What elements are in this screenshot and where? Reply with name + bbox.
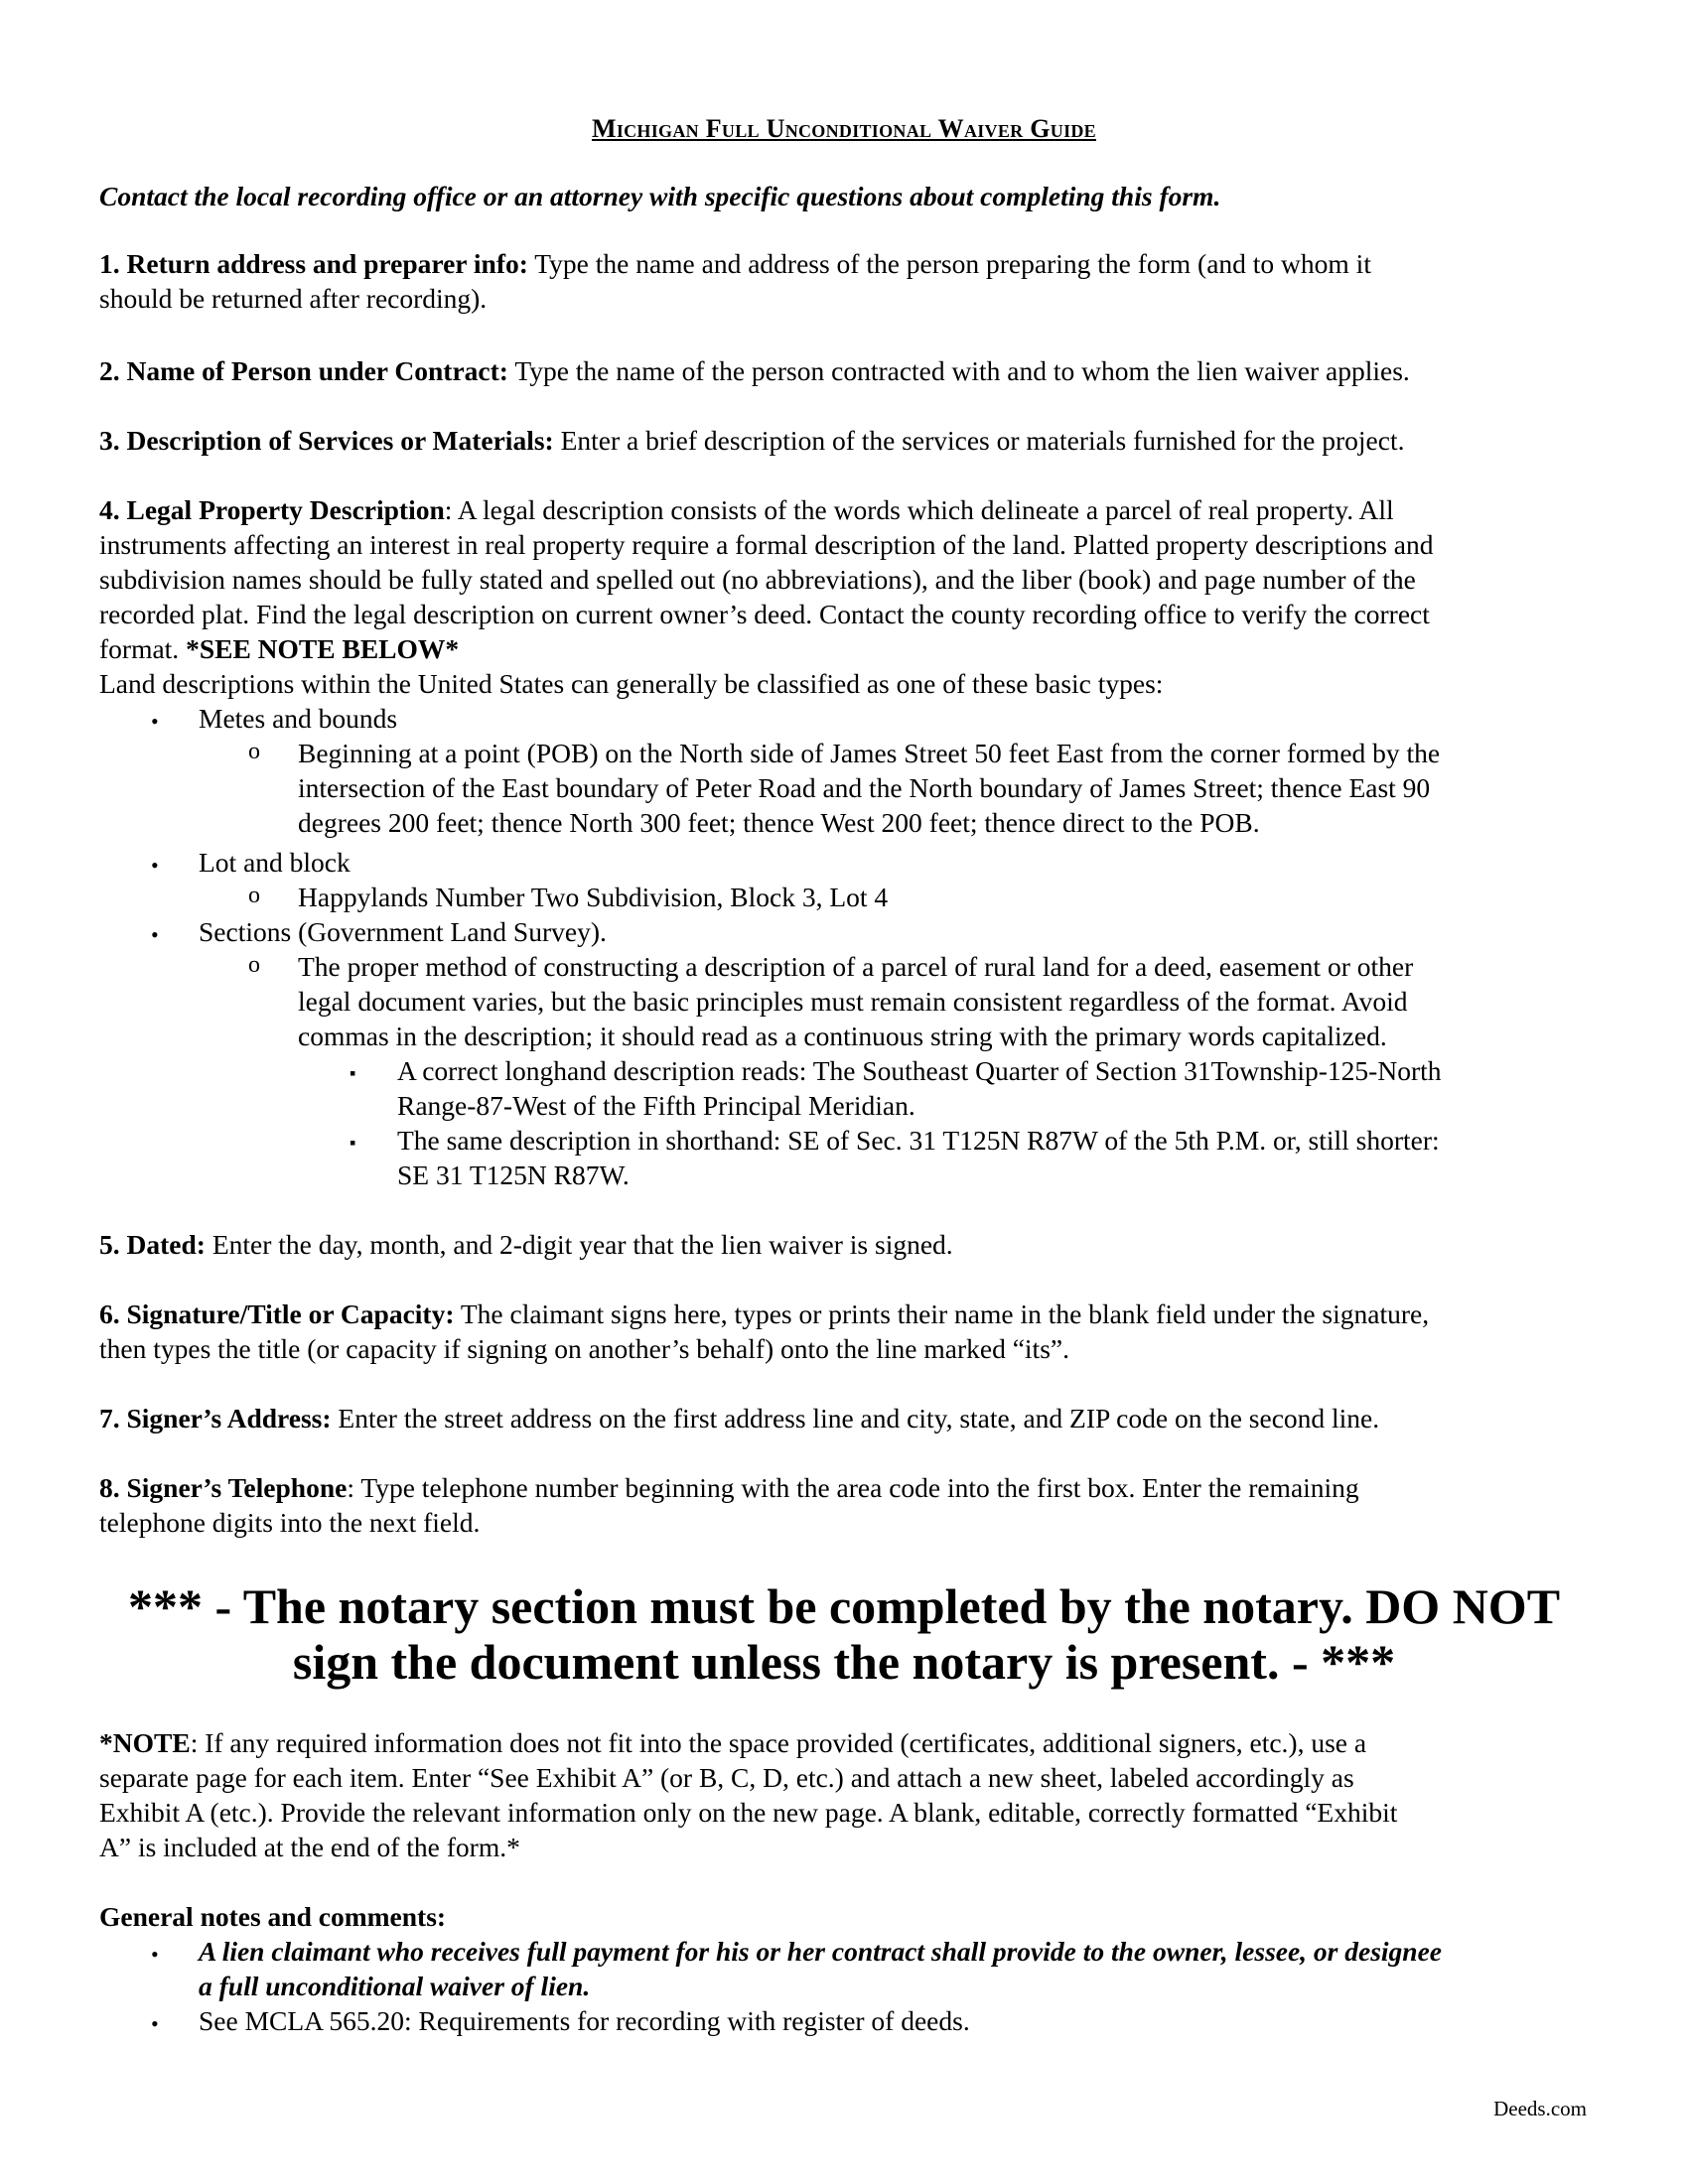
general-note-line: A lien claimant who receives full payment for his or her contract shall provide to the owner, lessee, or designee (199, 1936, 1443, 1967)
item-label: 6. Signature/Title or Capacity: (99, 1298, 455, 1329)
sub-line: Range-87-West of the Fifth Principal Meridian. (397, 1090, 915, 1121)
item-text: The claimant signs here, types or prints their name in the blank field under the signature, (454, 1298, 1430, 1329)
item-label: 7. Signer’s Address: (99, 1403, 332, 1433)
circle-bullet-icon: o (248, 952, 260, 978)
item-text: Type the name of the person contracted with and to whom the lien waiver applies. (507, 355, 1410, 386)
bullet-icon: • (151, 1942, 159, 1967)
bullet-icon: • (151, 853, 159, 878)
notary-line: *** - The notary section must be completed by the notary. DO NOT (127, 1578, 1561, 1634)
item-text: Type the name and address of the person preparing the form (and to whom it (527, 248, 1371, 279)
sub-line: commas in the description; it should read as a continuous string with the primary words capitalized. (298, 1021, 1387, 1051)
item-label: 5. Dated: (99, 1229, 206, 1260)
sub-item-metes (298, 736, 1440, 840)
item-legal-description (99, 492, 1589, 701)
sub-line: Beginning at a point (POB) on the North side of James Street 50 feet East from the corner formed by the (298, 738, 1441, 768)
item-text: Enter the street address on the first address line and city, state, and ZIP code on the second line. (331, 1403, 1380, 1433)
sub-line: The same description in shorthand: SE of Sec. 31 T125N R87W of the 5th P.M. or, still shorter: (397, 1125, 1440, 1156)
note-text: A” is included at the end of the form.* (99, 1832, 520, 1862)
sub-item-sections (298, 949, 1413, 1053)
item-label: 1. Return address and preparer info: (99, 248, 528, 279)
general-note-item (199, 1934, 1442, 2003)
list-item-metes: Metes and bounds (199, 703, 398, 734)
item-text-cont: then types the title (or capacity if signing on another’s behalf) onto the line marked “its”. (99, 1333, 1069, 1364)
sub-sub-item-shorthand (397, 1123, 1440, 1192)
legal-line: recorded plat. Find the legal description on current owner’s deed. Contact the county recording office to verify the correct (99, 599, 1430, 629)
item-label: 4. Legal Property Description (99, 494, 445, 525)
note-text: : If any required information does not fit into the space provided (certificates, additional signers, etc.), use a (190, 1727, 1367, 1758)
intro-note: Contact the local recording office or an attorney with specific questions about completing this form. (99, 181, 1221, 211)
list-item-lot: Lot and block (199, 847, 351, 878)
item-person-under-contract (99, 353, 1589, 388)
item-signer-telephone (99, 1470, 1589, 1540)
exhibit-note (99, 1725, 1589, 1864)
circle-bullet-icon: o (248, 739, 260, 764)
page-title: Michigan Full Unconditional Waiver Guide (591, 114, 1096, 143)
notary-warning (99, 1578, 1589, 1690)
sub-item-lot: Happylands Number Two Subdivision, Block 3, Lot 4 (298, 882, 889, 912)
item-text-cont: telephone digits into the next field. (99, 1507, 481, 1538)
legal-line: format. (99, 633, 187, 664)
item-text: : A legal description consists of the words which delineate a parcel of real property. All (444, 494, 1394, 525)
square-bullet-icon: ▪ (350, 1063, 356, 1083)
general-notes-heading: General notes and comments: (99, 1901, 447, 1932)
sub-line: degrees 200 feet; thence North 300 feet; thence West 200 feet; thence direct to the POB. (298, 807, 1260, 838)
bullet-icon: • (151, 922, 159, 947)
types-intro: Land descriptions within the United States can generally be classified as one of these basic types: (99, 668, 1164, 699)
sub-line: legal document varies, but the basic principles must remain consistent regardless of the format. Avoid (298, 986, 1408, 1017)
sub-line: The proper method of constructing a description of a parcel of rural land for a deed, easement or other (298, 951, 1414, 982)
bullet-icon: • (151, 2011, 159, 2036)
sub-line: intersection of the East boundary of Peter Road and the North boundary of James Street; thence East 90 (298, 772, 1431, 803)
legal-line: instruments affecting an interest in real property require a formal description of the land. Platted property descriptions and (99, 529, 1434, 560)
general-note-item: See MCLA 565.20: Requirements for recording with register of deeds. (199, 2005, 970, 2036)
item-signer-address (99, 1401, 1589, 1435)
item-return-address (99, 246, 1589, 316)
sub-sub-item-longhand (397, 1053, 1442, 1123)
item-dated (99, 1227, 1589, 1262)
circle-bullet-icon: o (248, 883, 260, 908)
sub-line: A correct longhand description reads: The Southeast Quarter of Section 31Township-125-North (397, 1055, 1442, 1086)
list-item-sections: Sections (Government Land Survey). (199, 916, 607, 947)
item-text: Enter a brief description of the services or materials furnished for the project. (553, 425, 1405, 456)
see-note-ref: *SEE NOTE BELOW* (186, 633, 460, 664)
item-text-cont: should be returned after recording). (99, 283, 488, 314)
bullet-icon: • (151, 709, 159, 734)
item-label: 2. Name of Person under Contract: (99, 355, 508, 386)
item-text: : Type telephone number beginning with the area code into the first box. Enter the remaining (347, 1472, 1359, 1503)
footer-brand: Deeds.com (1493, 2097, 1587, 2120)
general-note-line: a full unconditional waiver of lien. (199, 1971, 591, 2001)
item-services-materials (99, 423, 1589, 458)
sub-line: SE 31 T125N R87W. (397, 1160, 630, 1190)
square-bullet-icon: ▪ (350, 1133, 356, 1153)
note-label: *NOTE (99, 1727, 191, 1758)
item-label: 3. Description of Services or Materials: (99, 425, 554, 456)
item-signature (99, 1297, 1589, 1366)
item-label: 8. Signer’s Telephone (99, 1472, 348, 1503)
legal-line: subdivision names should be fully stated and spelled out (no abbreviations), and the liber (book) and page number of the (99, 564, 1416, 595)
notary-line: sign the document unless the notary is present. - *** (292, 1634, 1396, 1690)
note-text: separate page for each item. Enter “See Exhibit A” (or B, C, D, etc.) and attach a new sheet, labeled accordingly as (99, 1762, 1354, 1793)
item-text: Enter the day, month, and 2-digit year that the lien waiver is signed. (205, 1229, 953, 1260)
note-text: Exhibit A (etc.). Provide the relevant information only on the new page. A blank, editable, correctly formatted “Exhibit (99, 1797, 1398, 1828)
